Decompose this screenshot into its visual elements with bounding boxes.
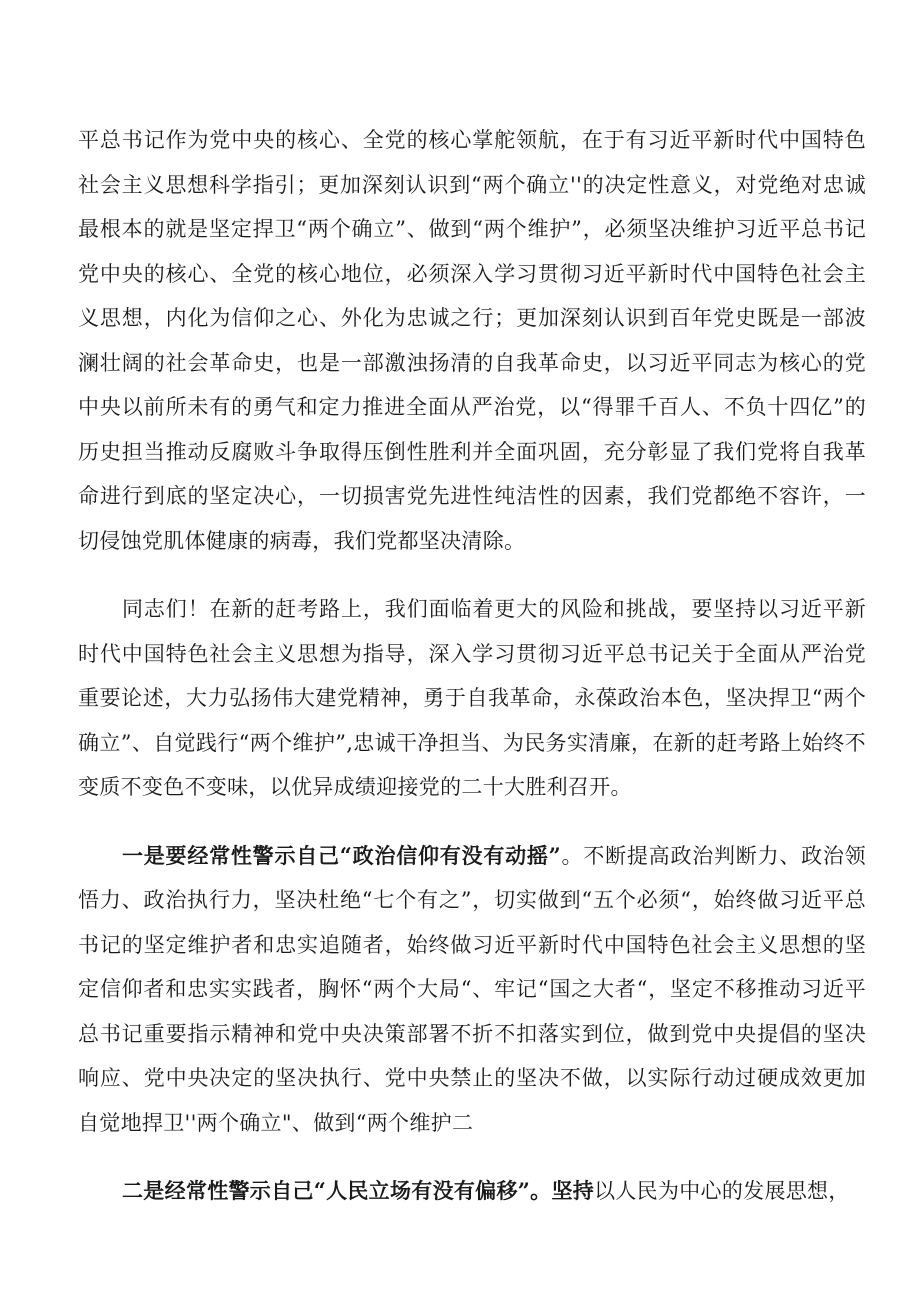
paragraph-3-lead: 一是要经常性警示自己“政治信仰有没有动摇” [122,842,562,868]
document-page [78,118,866,1214]
body-paragraph-2: 同志们！在新的赶考路上，我们面临着更大的风险和挑战，要坚持以习近平新时代中国特色社会主义思想为指导，深入学习贯彻习近平总书记关于全面从严治党重要论述，大力弘扬伟大建党精神，勇于自我革命，永葆政治本色，坚决捍卫“两个确立”、自觉践行“两个维护”,忠诚干净担当、为民务实清廉，在新的赶考路上始终不变质不变色不变味，以优异成绩迎接党的二十大胜利召开。 [78,597,866,799]
body-paragraph-3 [78,834,866,1146]
body-paragraph-4 [78,1169,866,1214]
paragraph-3-body: 。不断提高政治判断力、政治领悟力、政治执行力，坚决杜绝“七个有之”，切实做到“五个必须“，始终做习近平总书记的坚定维护者和忠实追随者，始终做习近平新时代中国特色社会主义思想的坚定信仰者和忠实实践者，胸怀“两个大局“、牢记“国之大者“，坚定不移推动习近平总书记重要指示精神和党中央决策部署不折不扣落实到位，做到党中央提倡的坚决响应、党中央决定的坚决执行、党中央禁止的坚决不做，以实际行动过硬成效更加自觉地捍卫''两个确立"、做到“两个维护二 [78,843,866,1135]
body-paragraph-1: 平总书记作为党中央的核心、全党的核心掌舵领航，在于有习近平新时代中国特色社会主义思想科学指引；更加深刻认识到“两个确立''的决定性意义，对党绝对忠诚最根本的就是坚定捍卫“两个确立”、做到“两个维护”，必须坚决维护习近平总书记党中央的核心、全党的核心地位，必须深入学习贯彻习近平新时代中国特色社会主义思想，内化为信仰之心、外化为忠诚之行；更加深刻认识到百年党史既是一部波澜壮阔的社会革命史，也是一部激浊扬清的自我革命史，以习近平同志为核心的党中央以前所未有的勇气和定力推进全面从严治党，以“得罪千百人、不负十四亿”的历史担当推动反腐败斗争取得压倒性胜利并全面巩固，充分彰显了我们党将自我革命进行到底的坚定决心，一切损害党先进性纯洁性的因素，我们党都绝不容许，一切侵蚀党肌体健康的病毒，我们党都坚决清除。 [78,128,866,553]
paragraph-4-body: 以人民为中心的发展思想， [594,1179,850,1203]
paragraph-4-lead: 二是经常性警示自己“人民立场有没有偏移”。坚持 [122,1178,595,1203]
